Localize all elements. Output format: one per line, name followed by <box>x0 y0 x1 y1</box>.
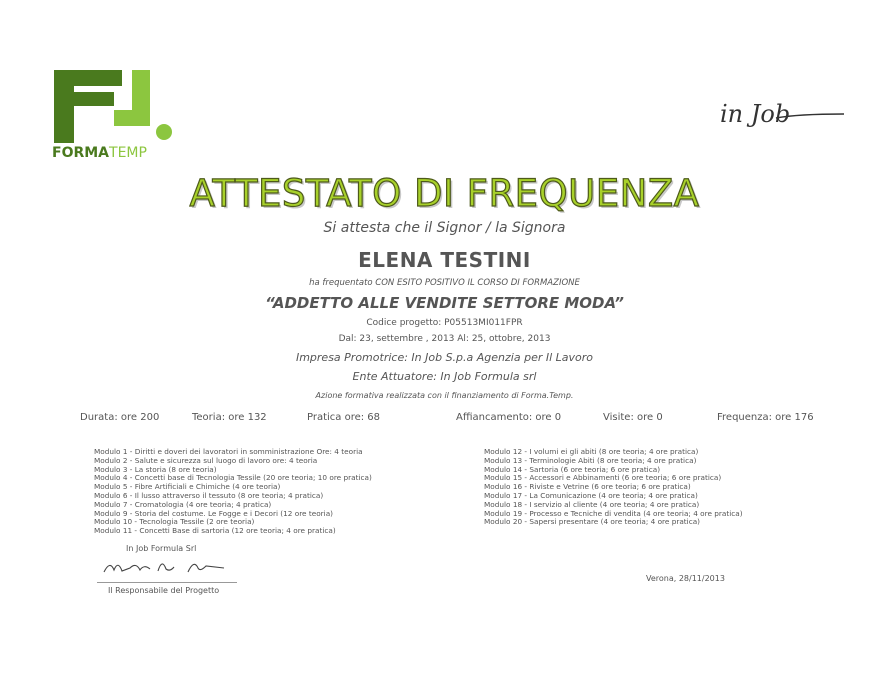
module-item: Modulo 20 - Sapersi presentare (4 ore teoria; 4 ore pratica) <box>484 517 701 527</box>
module-item: Modulo 14 - Sartoria (6 ore teoria; 6 ore pratica) <box>484 464 661 474</box>
formatemp-logo-text: FORMATEMP <box>52 145 147 161</box>
module-item: Modulo 11 - Concetti Base di sartoria (12 ore teoria; 4 ore pratica) <box>94 526 336 536</box>
hours-frequenza: Frequenza: ore 176 <box>717 412 814 423</box>
module-item: Modulo 17 - La Comunicazione (4 ore teoria; 4 ore pratica) <box>484 490 698 500</box>
module-item: Modulo 6 - Il lusso attraverso il tessuto (8 ore teoria; 4 pratica) <box>94 490 324 500</box>
module-item: Modulo 10 - Tecnologia Tessile (2 ore teoria) <box>94 517 255 527</box>
signature-line <box>97 582 237 583</box>
recipient-name: ELENA TESTINI <box>358 248 531 272</box>
module-item: Modulo 19 - Processo e Tecniche di vendita (4 ore teoria; 4 ore pratica) <box>484 508 743 518</box>
project-code: Codice progetto: P05513MI011FPR <box>366 318 523 328</box>
modules-left-list <box>94 448 372 536</box>
signature <box>100 556 230 578</box>
module-item: Modulo 2 - Salute e sicurezza sul luogo di lavoro ore: 4 teoria <box>94 455 318 465</box>
module-item: Modulo 12 - I volumi ei gli abiti (8 ore teoria; 4 ore pratica) <box>484 447 699 456</box>
svg-text:in Job: in Job <box>720 100 791 128</box>
hours-visite: Visite: ore 0 <box>603 412 663 423</box>
modules-right-list <box>484 448 743 527</box>
module-item: Modulo 1 - Diritti e doveri dei lavoratori in somministrazione Ore: 4 teoria <box>94 447 363 456</box>
module-item: Modulo 13 - Terminologie Abiti (8 ore teoria; 4 ore pratica) <box>484 455 697 465</box>
module-item: Modulo 4 - Concetti base di Tecnologia Tessile (20 ore teoria; 10 ore pratica) <box>94 473 372 483</box>
signatory-role: Il Responsabile del Progetto <box>108 586 220 595</box>
module-item: Modulo 7 - Cromatologia (4 ore teoria; 4 pratica) <box>94 499 272 509</box>
module-item: Modulo 9 - Storia del costume. Le Fogge e i Decori (12 ore teoria) <box>94 508 334 518</box>
hours-affiancamento: Affiancamento: ore 0 <box>456 412 562 423</box>
certificate-title: ATTESTATO DI FREQUENZA <box>189 172 700 215</box>
place-date: Verona, 28/11/2013 <box>646 574 725 583</box>
course-title: “ADDETTO ALLE VENDITE SETTORE MODA” <box>265 294 624 312</box>
hours-teoria: Teoria: ore 132 <box>192 412 267 423</box>
certificate-subtitle: Si attesta che il Signor / la Signora <box>323 220 566 236</box>
organization-name: In Job Formula Srl <box>126 544 197 553</box>
course-dates: Dal: 23, settembre , 2013 Al: 25, ottobre, 2013 <box>338 334 551 344</box>
module-item: Modulo 15 - Accessori e Abbinamenti (6 ore teoria; 6 ore pratica) <box>484 473 722 483</box>
hours-pratica: Pratica ore: 68 <box>307 412 381 423</box>
attended-statement: ha frequentato CON ESITO POSITIVO IL CORSO DI FORMAZIONE <box>309 278 580 288</box>
injob-logo <box>718 88 848 148</box>
module-item: Modulo 3 - La storia (8 ore teoria) <box>94 464 217 474</box>
module-item: Modulo 16 - Riviste e Vetrine (6 ore teoria; 6 ore pratica) <box>484 482 691 492</box>
module-item: Modulo 5 - Fibre Artificiali e Chimiche (4 ore teoria) <box>94 482 281 492</box>
actuator: Ente Attuatore: In Job Formula srl <box>352 370 537 383</box>
promoter: Impresa Promotrice: In Job S.p.a Agenzia per Il Lavoro <box>295 351 594 364</box>
module-item: Modulo 18 - I servizio al cliente (4 ore teoria; 4 ore pratica) <box>484 499 700 509</box>
hours-durata: Durata: ore 200 <box>80 412 160 423</box>
funding-note: Azione formativa realizzata con il finanziamento di Forma.Temp. <box>315 391 574 400</box>
formatemp-logo <box>52 70 177 145</box>
